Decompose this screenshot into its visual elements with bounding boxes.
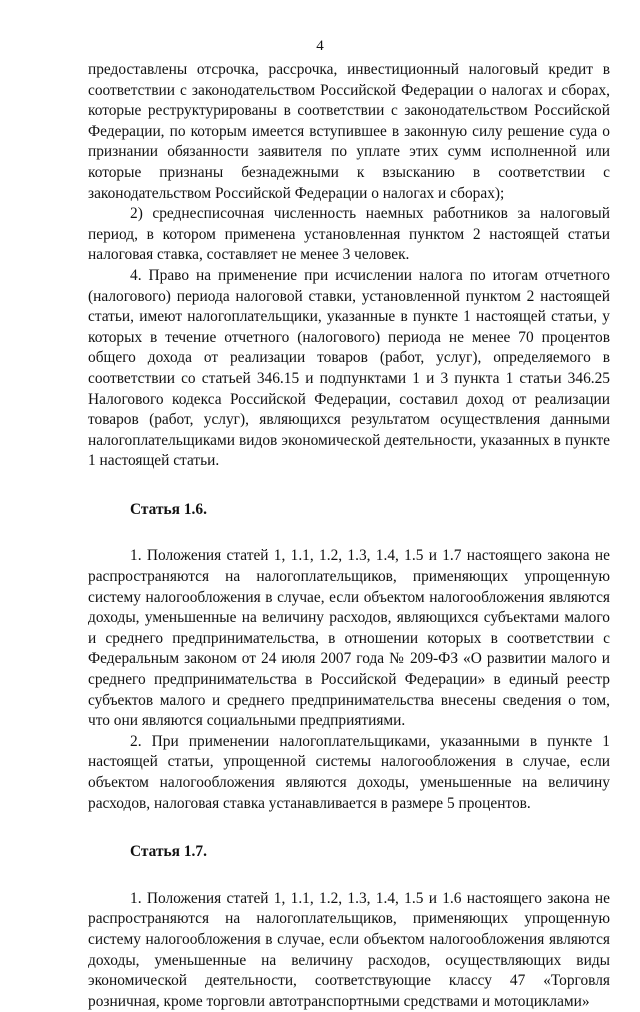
article-1-6-paragraph-1: 1. Положения статей 1, 1.1, 1.2, 1.3, 1.4, 1.5 и 1.7 настоящего закона не распространяются на налогоплательщиков, применяющих упрощенную систему налогообложения в случае, если объектом налогообложения являются доходы, уменьшенные на величину расходов, являющихся субъектами малого и среднего предпринимательства, в отношении которых в соответствии с Федеральным законом от 24 июля 2007 года № 209-ФЗ «О развитии малого и среднего предпринимательства в Российской Федерации» в единый реестр субъектов малого и среднего предпринимательства внесены сведения о том, что они являются социальными предприятиями. <box>88 547 610 730</box>
paragraph-item-4: 4. Право на применение при исчислении налога по итогам отчетного (налогового) периода налоговой ставки, установленной пунктом 2 настоящей статьи, имеют налогоплательщики, указанные в пункте 1 настоящей статьи, у которых в течение отчетного (налогового) периода не менее 70 процентов общего дохода от реализации товаров (работ, услуг), определяемого в соответствии со статьей 346.15 и подпунктами 1 и 3 пункта 1 статьи 346.25 Налогового кодекса Российской Федерации, составил доход от реализации товаров (работ, услуг), являющихся результатом осуществления данными налогоплательщиками видов экономической деятельности, указанных в пункте 1 настоящей статьи. <box>88 266 610 470</box>
article-1-6-heading: Статья 1.6. <box>130 500 207 518</box>
article-1-7-heading: Статья 1.7. <box>130 843 207 861</box>
article-1-6-paragraph-2: 2. При применении налогоплательщиками, указанными в пункте 1 настоящей статьи, упрощенной системы налогообложения в случае, если объектом налогообложения являются доходы, уменьшенные на величину расходов, налоговая ставка устанавливается в размере 5 процентов. <box>88 732 610 812</box>
paragraph-item-2: 2) среднесписочная численность наемных работников за налоговый период, в котором применена установленная пунктом 2 настоящей статьи налоговая ставка, составляет не менее 3 человек. <box>88 205 610 264</box>
page-number: 4 <box>316 38 324 54</box>
paragraph-continued: предоставлены отсрочка, рассрочка, инвестиционный налоговый кредит в соответствии с законодательством Российской Федерации о налогах и сборах, которые реструктурированы в соответствии с законодательством Российской Федерации, по которым имеется вступившее в законную силу решение суда о признании обязанности заявителя по уплате этих сумм исполненной или которые признаны безнадежными к взысканию в соответствии с законодательством Российской Федерации о налогах и сборах); <box>88 61 610 202</box>
article-1-7-paragraph-1: 1. Положения статей 1, 1.1, 1.2, 1.3, 1.4, 1.5 и 1.6 настоящего закона не распространяются на налогоплательщиков, применяющих упрощенную систему налогообложения в случае, если объектом налогообложения являются доходы, уменьшенные на величину расходов, осуществляющих виды экономической деятельности, соответствующие классу 47 «Торговля розничная, кроме торговли автотранспортными средствами и мотоциклами» <box>88 889 610 1010</box>
document-body <box>88 60 610 1012</box>
